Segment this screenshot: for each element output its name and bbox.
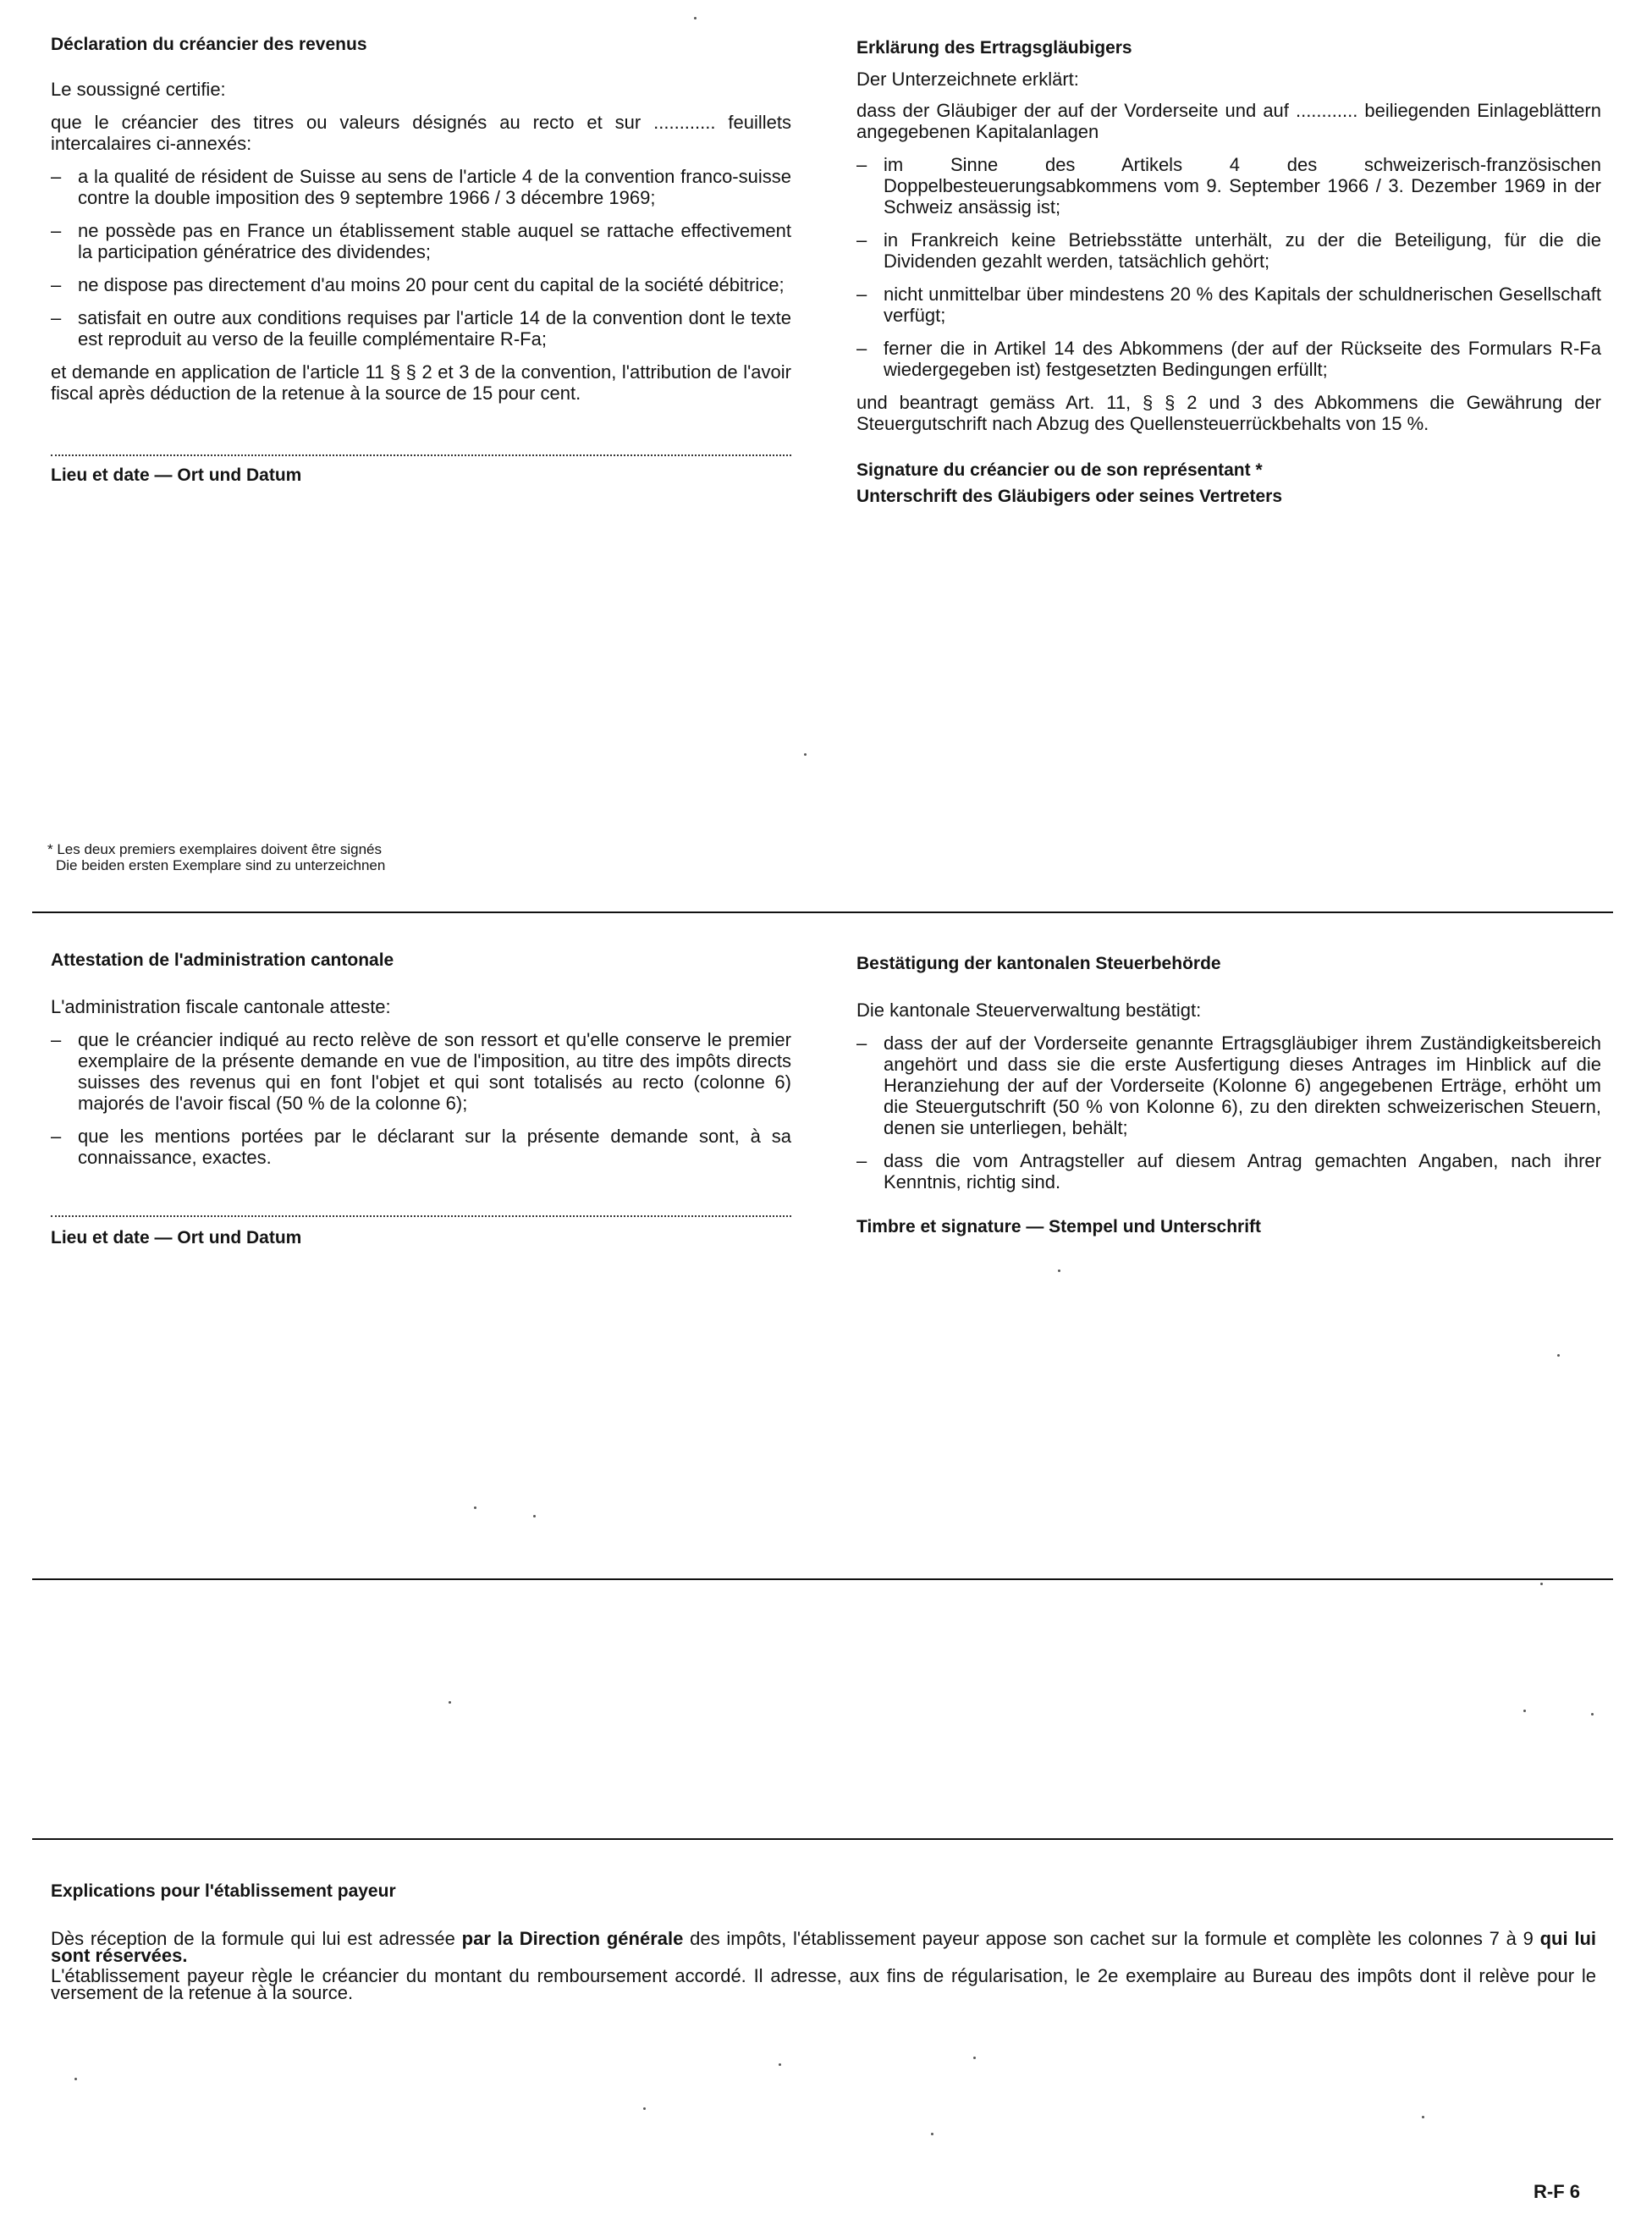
section-heading: Attestation de l'administration cantonale xyxy=(51,950,394,970)
creditor-declaration-fr xyxy=(51,34,791,486)
text-run: Dès réception de la formule qui lui est adressée xyxy=(51,1928,462,1949)
text-run: des impôts, l'établissement payeur appose son cachet sur la formule et complète les colonnes 7 à 9 xyxy=(683,1928,1540,1949)
paying-agent-explanations xyxy=(51,1881,1596,2002)
cantonal-attestation-fr xyxy=(51,950,791,1248)
intro-text: Le soussigné certifie: xyxy=(51,79,226,100)
section-heading: Déclaration du créancier des revenus xyxy=(51,35,367,54)
section-divider xyxy=(32,1578,1613,1580)
scan-speck xyxy=(694,17,697,19)
signature-label-fr: Signature du créancier ou de son représentant * xyxy=(856,460,1263,480)
scan-speck xyxy=(1523,1710,1526,1712)
scan-speck xyxy=(533,1515,536,1517)
place-date-line[interactable] xyxy=(51,1215,791,1217)
signature-label-de: Unterschrift des Gläubigers oder seines Vertreters xyxy=(856,487,1283,506)
place-date-label: Lieu et date — Ort und Datum xyxy=(51,1228,302,1247)
creditor-declaration-de xyxy=(856,37,1601,507)
text-run: qui lui sont réservées. xyxy=(51,1928,1597,1966)
scan-speck xyxy=(74,2078,77,2080)
place-date-label: Lieu et date — Ort und Datum xyxy=(51,465,302,485)
explanation-paragraph: L'établissement payeur règle le créancier du montant du remboursement accordé. Il adresse, aux fins de régularisation, le 2e exemplaire au Bureau des impôts dont il relève pour le versement de la retenue à la source. xyxy=(51,1965,1596,2003)
scan-speck xyxy=(931,2133,933,2135)
text-run: par la Direction générale xyxy=(461,1928,684,1949)
clause-text: que le créancier des titres ou valeurs désignés au recto et sur ............ feuillets intercalaires ci-annexés: xyxy=(51,112,791,154)
clause-text: dass der Gläubiger der auf der Vorderseite und auf ............ beiliegenden Einlageblättern angegebenen Kapitalanlagen xyxy=(856,100,1601,142)
intro-text: Die kantonale Steuerverwaltung bestätigt: xyxy=(856,1000,1202,1021)
bullet-item: – que le créancier indiqué au recto relève de son ressort et qu'elle conserve le premier exemplaire de la présente demande en vue de l'imposition, au titre des impôts directs suisses des revenus qui en font l'objet et qui sont totalisés au recto (colonne 6) majorés de l'avoir fiscal (50 % de la colonne 6); xyxy=(51,1029,791,1114)
scan-speck xyxy=(1557,1354,1560,1357)
scan-speck xyxy=(1058,1269,1060,1272)
cantonal-attestation-de xyxy=(856,953,1601,1237)
intro-text: L'administration fiscale cantonale atteste: xyxy=(51,996,391,1017)
closing-text: et demande en application de l'article 11 § § 2 et 3 de la convention, l'attribution de l'avoir fiscal après déduction de la retenue à la source de 15 pour cent. xyxy=(51,361,791,404)
bullet-item: – dass die vom Antragsteller auf diesem Antrag gemachten Angaben, nach ihrer Kenntnis, richtig sind. xyxy=(856,1150,1601,1192)
bullet-item: – in Frankreich keine Betriebsstätte unterhält, zu der die Beteiligung, für die die Dividenden gezahlt werden, tatsächlich gehört; xyxy=(856,229,1601,272)
scan-speck xyxy=(1422,2116,1424,2118)
bullet-item: – ne dispose pas directement d'au moins 20 pour cent du capital de la société débitrice; xyxy=(51,274,791,295)
stamp-signature-label: Timbre et signature — Stempel und Unterschrift xyxy=(856,1217,1262,1236)
section-heading: Bestätigung der kantonalen Steuerbehörde xyxy=(856,954,1221,973)
place-date-line[interactable] xyxy=(51,454,791,456)
scan-speck xyxy=(804,753,807,756)
scan-speck xyxy=(474,1506,476,1509)
scan-speck xyxy=(449,1701,451,1704)
footnote-fr: * Les deux premiers exemplaires doivent être signés xyxy=(47,841,382,857)
bullet-item: – a la qualité de résident de Suisse au sens de l'article 4 de la convention franco-suisse contre la double imposition des 9 septembre 1966 / 3 décembre 1969; xyxy=(51,166,791,208)
bullet-item: – im Sinne des Artikels 4 des schweizerisch-französischen Doppelbesteuerungsabkommens vom 9. September 1966 / 3. Dezember 1969 in der Schweiz ansässig ist; xyxy=(856,154,1601,218)
closing-text: und beantragt gemäss Art. 11, § § 2 und 3 des Abkommens die Gewährung der Steuergutschrift nach Abzug des Quellensteuerrückbehalts von 15 %. xyxy=(856,392,1601,434)
section-divider xyxy=(32,1838,1613,1840)
bullet-item: – satisfait en outre aux conditions requises par l'article 14 de la convention dont le texte est reproduit au verso de la feuille complémentaire R-Fa; xyxy=(51,307,791,350)
footnote-de: Die beiden ersten Exemplare sind zu unterzeichnen xyxy=(56,857,386,873)
scan-speck xyxy=(973,2057,976,2059)
scan-speck xyxy=(1591,1713,1594,1716)
section-heading: Erklärung des Ertragsgläubigers xyxy=(856,38,1132,58)
bullet-item: – que les mentions portées par le déclarant sur la présente demande sont, à sa connaissance, exactes. xyxy=(51,1126,791,1168)
bullet-item: – dass der auf der Vorderseite genannte Ertragsgläubiger ihrem Zuständigkeitsbereich angehört und dass sie die erste Ausfertigung dieses Antrages im Hinblick auf die Heranziehung der auf der Vorderseite (Kolonne 6) angegebenen Erträge, erhöht um die Steuergutschrift (50 % von Kolonne 6), zu den direkten schweizerischen Steuern, denen sie unterliegen, behält; xyxy=(856,1033,1601,1138)
bullet-item: – nicht unmittelbar über mindestens 20 % des Kapitals der schuldnerischen Gesellschaft verfügt; xyxy=(856,284,1601,326)
scan-speck xyxy=(643,2107,646,2110)
bullet-item: – ferner die in Artikel 14 des Abkommens (der auf der Rückseite des Formulars R-Fa wiedergegeben ist) festgesetzten Bedingungen erfüllt; xyxy=(856,338,1601,380)
form-code: R-F 6 xyxy=(1534,2181,1580,2202)
explanation-paragraph xyxy=(51,1930,1596,1964)
scan-speck xyxy=(779,2063,781,2066)
section-heading: Explications pour l'établissement payeur xyxy=(51,1881,396,1901)
bullet-item: – ne possède pas en France un établissement stable auquel se rattache effectivement la participation génératrice des dividendes; xyxy=(51,220,791,262)
section-divider xyxy=(32,911,1613,913)
intro-text: Der Unterzeichnete erklärt: xyxy=(856,69,1079,90)
signature-footnote xyxy=(47,841,385,873)
scan-speck xyxy=(1540,1583,1543,1585)
